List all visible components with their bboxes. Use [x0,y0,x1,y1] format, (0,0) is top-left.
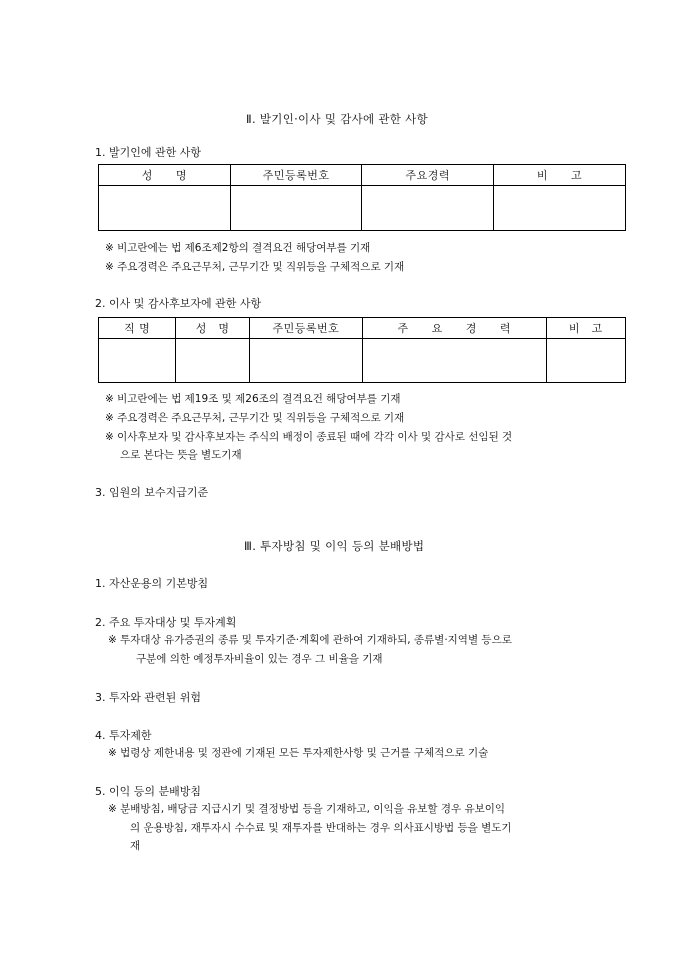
column-header: 주요경력 [362,165,494,186]
column-header: 성 명 [99,165,231,186]
column-header: 주민등록번호 [249,318,362,339]
column-header: 성 명 [176,318,250,339]
table-cell[interactable] [99,339,176,383]
item-1-heading: 1. 자산운용의 기본방침 [95,577,209,590]
table-cell[interactable] [362,339,546,383]
table-cell[interactable] [362,186,494,231]
note-continuation: 으로 본다는 뜻을 별도기재 [120,449,242,461]
note: ※ 법령상 제한내용 및 정관에 기재된 모든 투자제한사항 및 근거를 구체적으로 기술 [108,747,489,759]
column-header: 주민등록번호 [230,165,362,186]
directors-table [98,317,626,383]
column-header: 직 명 [99,318,176,339]
item-3-heading: 3. 임원의 보수지급기준 [95,486,209,499]
section-2-title: Ⅱ. 발기인·이사 및 감사에 관한 사항 [246,112,428,126]
note: ※ 이사후보자 및 감사후보자는 주식의 배정이 종료된 때에 각각 이사 및 감사로 선임된 것 [105,431,513,443]
column-header: 비 고 [546,318,626,339]
note: ※ 주요경력은 주요근무처, 근무기간 및 직위등을 구체적으로 기재 [105,412,405,424]
note-continuation: 구분에 의한 예정투자비율이 있는 경우 그 비율을 기재 [136,653,383,665]
item-2-heading: 2. 이사 및 감사후보자에 관한 사항 [95,297,262,310]
item-3-heading: 3. 투자와 관련된 위험 [95,691,201,704]
item-4-heading: 4. 투자제한 [95,729,152,742]
table-cell[interactable] [494,186,626,231]
table-cell[interactable] [176,339,250,383]
note: ※ 주요경력은 주요근무처, 근무기간 및 직위등을 구체적으로 기재 [105,261,405,273]
table-cell[interactable] [546,339,626,383]
item-5-heading: 5. 이익 등의 분배방침 [95,785,201,798]
note-continuation: 재 [130,840,141,852]
note: ※ 비고란에는 법 제19조 및 제26조의 결격요건 해당여부를 기재 [105,393,401,405]
item-1-heading: 1. 발기인에 관한 사항 [95,146,201,159]
note: ※ 분배방침, 배당금 지급시기 및 결정방법 등을 기재하고, 이익을 유보할 경우 유보이익 [108,803,506,815]
table-cell[interactable] [249,339,362,383]
table-cell[interactable] [99,186,231,231]
column-header: 주 요 경 력 [362,318,546,339]
item-2-heading: 2. 주요 투자대상 및 투자계획 [95,616,237,629]
founders-table [98,164,626,231]
note: ※ 비고란에는 법 제6조제2항의 결격요건 해당여부를 기재 [105,242,371,254]
table-cell[interactable] [230,186,362,231]
column-header: 비 고 [494,165,626,186]
section-3-title: Ⅲ. 투자방침 및 이익 등의 분배방법 [244,539,425,553]
note: ※ 투자대상 유가증권의 종류 및 투자기준·계획에 관하여 기재하되, 종류별·지역별 등으로 [108,634,512,646]
note-continuation: 의 운용방침, 재투자시 수수료 및 재투자를 반대하는 경우 의사표시방법 등을 별도기 [130,822,512,834]
